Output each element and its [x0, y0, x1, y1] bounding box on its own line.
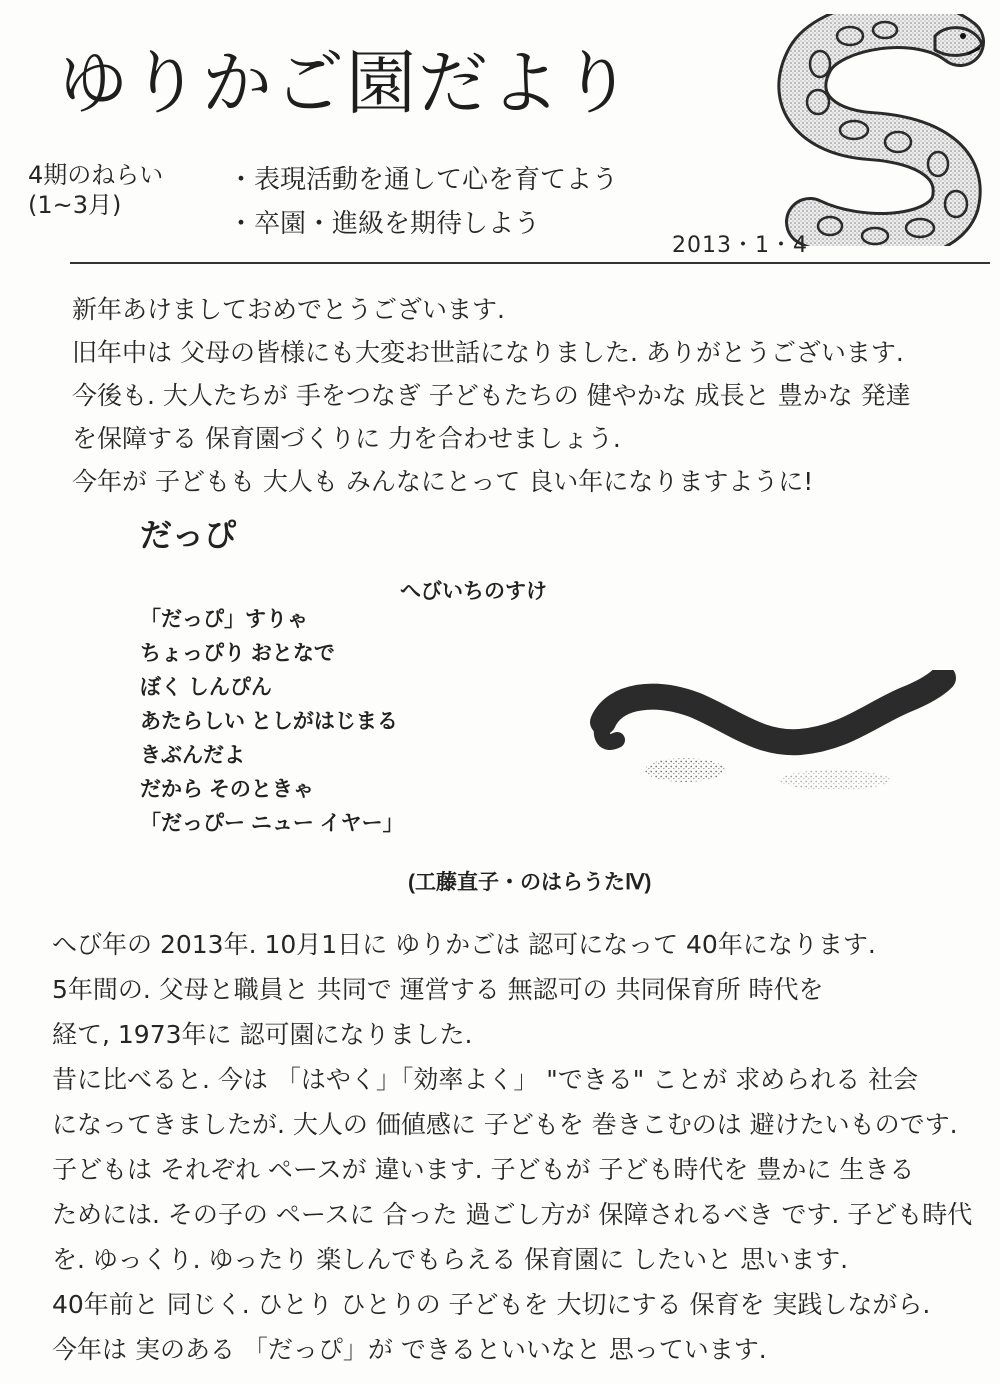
greeting-line: を保障する 保育園づくりに 力を合わせましょう. — [72, 424, 621, 453]
wavy-snake-illustration — [585, 670, 965, 820]
poem-title: だっぴ — [140, 517, 237, 553]
poem-source: (工藤直子・のはらうたⅣ) — [408, 871, 652, 894]
message-line: 経て, 1973年に 認可園になりました. — [52, 1020, 473, 1049]
issue-date: 2013・1・4 — [672, 233, 808, 258]
message-line: になってきましたが. 大人の 価値感に 子どもを 巻きこむのは 避けたいものです. — [52, 1110, 958, 1139]
message-line: へび年の 2013年. 10月1日に ゆりかごは 認可になって 40年になります. — [52, 930, 876, 959]
message-line: ためには. その子の ペースに 合った 過ごし方が 保障されるべき です. 子ども時代 — [52, 1200, 973, 1229]
newsletter-title: ゆりかご園だより — [58, 42, 634, 124]
quarter-aims-list — [228, 158, 618, 246]
greeting-line: 今年が 子どもも 大人も みんなにとって 良い年になりますように! — [72, 467, 814, 496]
message-line: を. ゆっくり. ゆったり 楽しんでもらえる 保育園に したいと 思います. — [52, 1245, 849, 1274]
poem-line: だから そのときゃ — [140, 778, 314, 801]
quarter-aim-label-main: 4期のねらい — [28, 161, 164, 189]
greeting-line: 旧年中は 父母の皆様にも大変お世話になりました. ありがとうございます. — [72, 338, 904, 367]
message-line: 昔に比べると. 今は 「はやく」「効率よく」 "できる" ことが 求められる 社会 — [52, 1065, 919, 1094]
poem-line: きぶんだよ — [140, 744, 245, 767]
message-line: 今年は 実のある 「だっぴ」が できるといいなと 思っています. — [52, 1335, 767, 1364]
quarter-aim-label-period: (1~3月) — [28, 191, 122, 219]
message-line: 5年間の. 父母と職員と 共同で 運営する 無認可の 共同保育所 時代を — [52, 975, 824, 1004]
poem-line: ちょっぴり おとなで — [140, 642, 335, 665]
poem-body — [140, 603, 404, 841]
anniversary-message — [52, 922, 992, 1372]
greeting-line: 今後も. 大人たちが 手をつなぎ 子どもたちの 健やかな 成長と 豊かな 発達 — [72, 381, 911, 410]
poem-line: 「だっぴー ニュー イヤー」 — [140, 812, 404, 835]
poem-line: ぼく しんぴん — [140, 676, 272, 699]
poem-author: へびいちのすけ — [400, 580, 547, 603]
quarter-aim-label — [28, 160, 163, 220]
header-divider — [70, 262, 990, 264]
poem-line: 「だっぴ」すりゃ — [140, 608, 308, 631]
snake-illustration — [770, 14, 985, 246]
aim-item: ・卒園・進級を期待しよう — [228, 209, 541, 239]
new-year-greeting — [72, 288, 982, 503]
greeting-line: 新年あけましておめでとうございます. — [72, 295, 505, 324]
aim-item: ・表現活動を通して心を育てよう — [228, 165, 619, 195]
message-line: 40年前と 同じく. ひとり ひとりの 子どもを 大切にする 保育を 実践しながら. — [52, 1290, 931, 1319]
message-line: 子どもは それぞれ ペースが 違います. 子どもが 子ども時代を 豊かに 生きる — [52, 1155, 915, 1184]
poem-line: あたらしい としがはじまる — [140, 710, 398, 733]
